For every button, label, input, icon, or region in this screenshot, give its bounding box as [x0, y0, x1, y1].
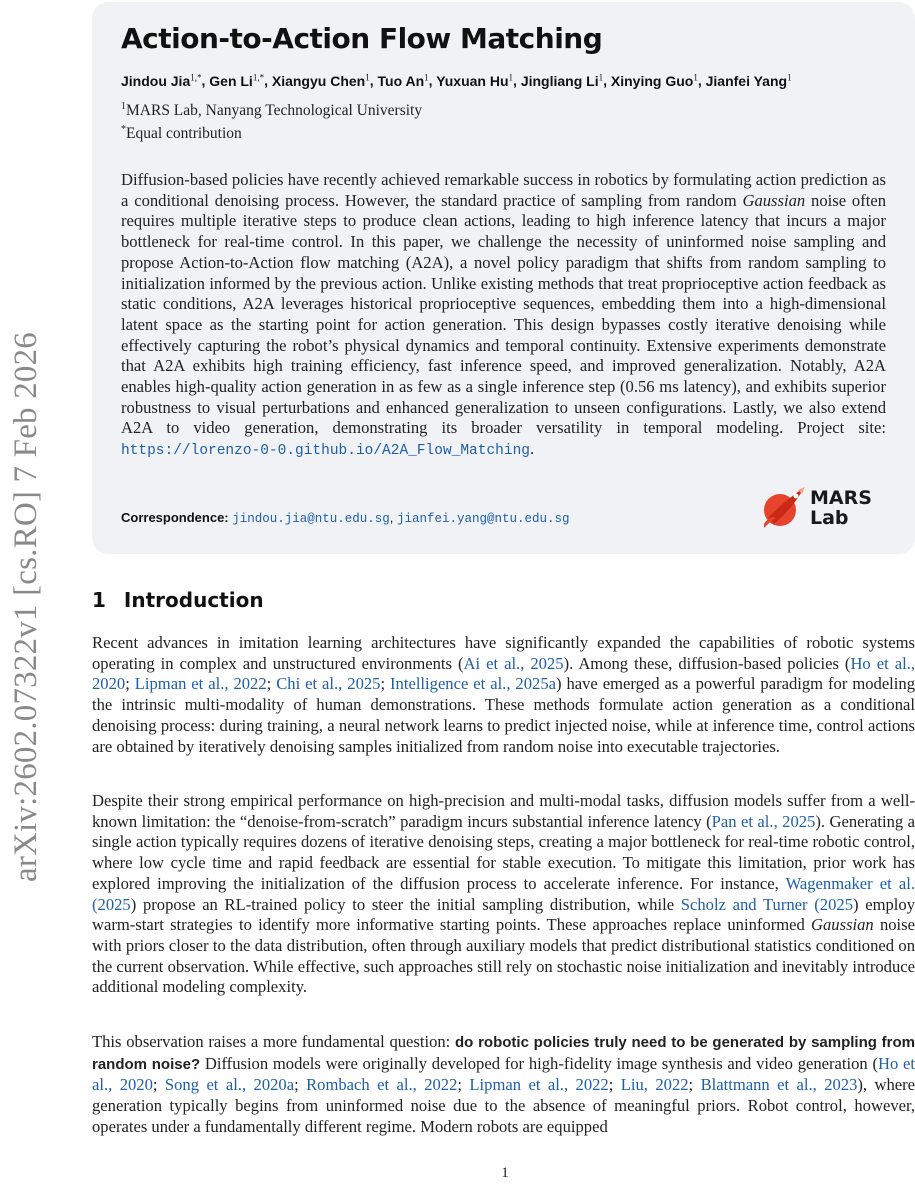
author: Jianfei Yang$^1$: [705, 72, 792, 89]
citation-link[interactable]: Rombach et al., 2022: [306, 1075, 458, 1095]
citation-link[interactable]: Scholz and Turner (2025: [680, 894, 853, 914]
key-question: do robotic policies truly need to be generated by sampling from random noise?: [92, 1034, 915, 1073]
mars-lab-logo: [758, 484, 893, 534]
project-site-link[interactable]: https://lorenzo-0-0.github.io/A2A_Flow_Matching: [121, 443, 530, 460]
paragraph: Recent advances in imitation learning architectures have significantly expanded the capabilities of robotic systems operating in complex and unstructured environments (Ai et al., 2025). Among these, diffusion-based policies (Ho et al., 2020; Lipman et al., 2022; Chi et al., 2025; Intelligence et al., 2025a) have emerged as a powerful paradigm for modeling the intrinsic multi-modality of human demonstrations. These methods formulate action generation as a conditional denoising process: during training, a neural network learns to predict injected noise, while at inference time, control actions are obtained by iteratively denoising samples initialized from random noise into executable trajectories.: [92, 633, 915, 756]
rocket-icon: [758, 484, 808, 532]
page-number: 1: [501, 1165, 509, 1181]
author: Yuxuan Hu$^1$: [436, 72, 514, 89]
citation-link[interactable]: Blattmann et al., 2023: [700, 1075, 858, 1095]
author: Jingliang Li$^1$: [520, 72, 604, 89]
author: Jindou Jia$^{1,*}$: [121, 72, 202, 89]
citation-link[interactable]: Intelligence et al., 2025a: [390, 674, 556, 694]
section-heading: 1 Introduction: [92, 588, 264, 612]
citation-link[interactable]: Lipman et al., 2022: [134, 674, 267, 694]
affiliation: $^1$MARS Lab, Nanyang Technological University: [121, 101, 423, 120]
author: Gen $Li^{1,*}$: [209, 72, 265, 89]
abstract: Diffusion-based policies have recently achieved remarkable success in robotics by formulating action prediction as a conditional denoising process. However, the standard practice of sampling from random Gaussian noise often requires multiple iterative steps to produce clean actions, leading to high inference latency that incurs a major bottleneck for real-time control. In this paper, we challenge the necessity of uninformed noise sampling and propose Action-to-Action flow matching (A2A), a novel policy paradigm that shifts from random sampling to initialization informed by the previous action. Unlike existing methods that treat proprioceptive action feedback as static conditions, A2A leverages historical proprioceptive sequences, embedding them into a high-dimensional latent space as the starting point for action generation. This design bypasses costly iterative denoising while effectively capturing the robot’s physical dynamics and temporal continuity. Extensive experiments demonstrate that A2A exhibits high training efficiency, fast inference speed, and improved generalization. Notably, A2A enables high-quality action generation in as few as a single inference step (0.56 ms latency), and exhibits superior robustness to visual perturbations and enhanced generalization to unseen configurations. Lastly, we also extend A2A to video generation, demonstrating its broader versatility in temporal modeling. Project site: https://lorenzo-0-0.github.io/A2A_Flow_Matching.: [121, 170, 886, 460]
citation-link[interactable]: Wagenmaker et al. (2025: [92, 873, 915, 914]
author-list: Jindou Jia$^{1,*}$, Gen $Li^{1,*}$, Xiangyu Chen$^1$, Tuo An$^1$, Yuxuan Hu$^1$, Jingliang Li$^1$, Xinying Guo$^1$, Jianfei Yang$^1$: [121, 72, 792, 89]
author: Tuo An$^1$: [377, 72, 429, 89]
paper-title: Action-to-Action Flow Matching: [121, 22, 603, 55]
citation-link[interactable]: Pan et al., 2025: [711, 811, 816, 831]
citation-link[interactable]: Ai et al., 2025: [463, 653, 564, 673]
paragraph: Despite their strong empirical performance on high-precision and multi-modal tasks, diffusion models suffer from a well-known limitation: the “denoise-from-scratch” paradigm incurs substantial inference latency (Pan et al., 2025). Generating a single action typically requires dozens of iterative denoising steps, creating a major bottleneck for real-time robotic control, where low cycle time and rapid feedback are essential for stable execution. To mitigate this limitation, prior work has explored improving the initialization of the diffusion process to accelerate inference. For instance, Wagenmaker et al. (2025) propose an RL-trained policy to steer the initial sampling distribution, while Scholz and Turner (2025) employ warm-start strategies to identify more informative starting points. These approaches replace uninformed Gaussian noise with priors closer to the data distribution, often through auxiliary models that predict distributional statistics conditioned on the current observation. While effective, such approaches still rely on stochastic noise initialization and inevitably introduce additional modeling complexity.: [92, 791, 915, 997]
citation-link[interactable]: Ho et al., 2020: [92, 1053, 915, 1095]
citation-link[interactable]: Chi et al., 2025: [276, 674, 381, 694]
correspondence: Correspondence: jindou.jia@ntu.edu.sg, jianfei.yang@ntu.edu.sg: [121, 510, 570, 526]
equal-contribution-note: *Equal contribution: [121, 124, 242, 143]
arxiv-identifier: arXiv:2602.07322v1 [cs.RO] 7 Feb 2026: [8, 332, 44, 883]
citation-link[interactable]: Song et al., 2020a: [164, 1075, 295, 1095]
citation-link[interactable]: Lipman et al., 2022: [469, 1075, 609, 1095]
paragraph: This observation raises a more fundamental question: do robotic policies truly need to be generated by sampling from random noise? Diffusion models were originally developed for high-fidelity image synthesis and video generation (Ho et al., 2020; Song et al., 2020a; Rombach et al., 2022; Lipman et al., 2022; Liu, 2022; Blattmann et al., 2023), where generation typically begins from uninformed noise due to the absence of meaningful priors. Robot control, however, operates under a fundamentally different regime. Modern robots are equipped: [92, 1032, 915, 1136]
logo-wordmark: MARS Lab: [810, 487, 872, 529]
citation-link[interactable]: Liu, 2022: [620, 1075, 689, 1095]
citation-link[interactable]: Ho et al., 2020: [92, 653, 915, 694]
author: Xinying Guo$^1$: [610, 72, 698, 89]
email-link[interactable]: jianfei.yang@ntu.edu.sg: [397, 512, 570, 526]
author: Xiangyu Chen$^1$: [271, 72, 370, 89]
email-link[interactable]: jindou.jia@ntu.edu.sg: [232, 512, 390, 526]
